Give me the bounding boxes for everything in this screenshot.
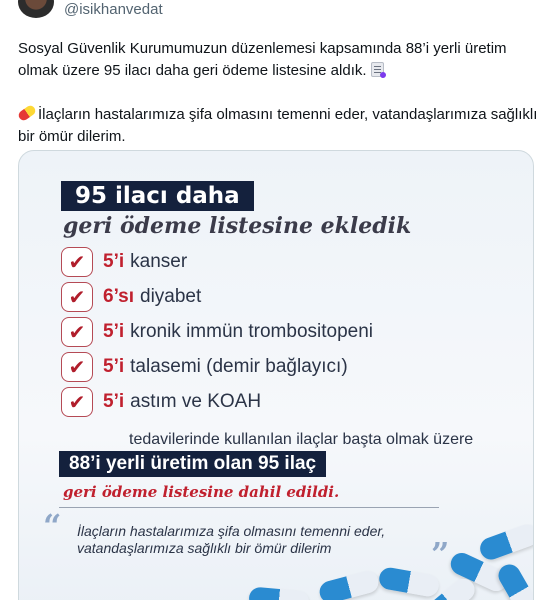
pill-emoji-icon [17,104,37,123]
list-item: ✔ 5’i kanser [61,247,187,277]
pill-capsule [248,586,310,600]
close-quote-icon: ” [431,535,450,573]
list-item: ✔ 5’i kronik immün trombositopeni [61,317,373,347]
list-item: ✔ 5’i talasemi (demir bağlayıcı) [61,352,348,382]
highlight-88-local: 88’i yerli üretim olan 95 ilaç [59,451,326,477]
tweet-paragraph-2: İlaçların hastalarımıza şifa olmasını temenni eder, vatandaşlarımıza sağlıklı bir ömür dilerim. [18,104,538,148]
graphic-headline: 95 ilacı daha [61,181,254,211]
reimbursement-script: geri ödeme listesine dahil edildi. [63,483,340,501]
graphic-quote: İlaçların hastalarımıza şifa olmasını temenni eder, vatandaşlarımıza sağlıklı bir ömür dilerim [77,523,386,556]
author-handle[interactable]: @isikhanvedat [64,0,163,18]
pill-capsule [477,521,534,562]
checkmark-icon: ✔ [61,352,93,382]
checkmark-icon: ✔ [61,387,93,417]
tweet-author[interactable] [18,0,163,18]
pill-capsule [494,561,534,600]
divider [59,507,439,508]
tweet-paragraph-1: Sosyal Güvenlik Kurumumuzun düzenlemesi kapsamında 88’i yerli üretim olmak üzere 95 ilacı daha geri ödeme listesine aldık. [18,40,507,79]
document-emoji-icon [371,62,384,77]
checkmark-icon: ✔ [61,317,93,347]
list-item: ✔ 5’i astım ve KOAH [61,387,261,417]
list-item: ✔ 6’sı diyabet [61,282,201,312]
graphic-subheadline: geri ödeme listesine ekledik [63,213,412,239]
checkmark-icon: ✔ [61,247,93,277]
checkmark-icon: ✔ [61,282,93,312]
treatment-text: tedavilerinde kullanılan ilaçlar başta olmak üzere [129,431,474,448]
pill-capsule [317,569,381,600]
tweet-media-image[interactable] [18,150,534,600]
open-quote-icon: “ [43,507,62,545]
avatar[interactable] [18,0,54,18]
